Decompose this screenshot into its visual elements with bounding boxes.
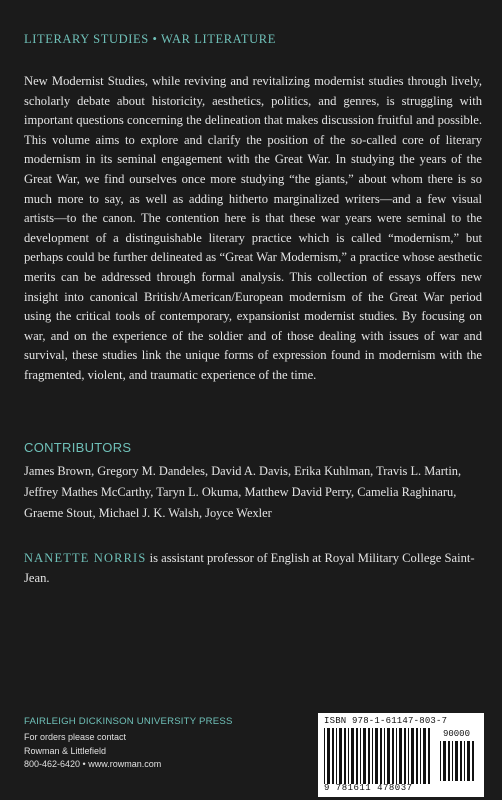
- barcode-bar: [375, 728, 378, 784]
- barcode-bar: [411, 728, 414, 784]
- barcode-bar: [472, 741, 474, 781]
- barcode-bars: [324, 728, 432, 784]
- barcode-bar: [327, 728, 330, 784]
- barcode-bar: [339, 728, 342, 784]
- barcode-bar: [363, 728, 366, 784]
- barcode-bar: [348, 728, 349, 784]
- barcode-bar: [396, 728, 397, 784]
- barcode-bar: [467, 741, 470, 781]
- order-info: [24, 731, 161, 772]
- barcode-bar: [368, 728, 370, 784]
- barcode-bar: [392, 728, 394, 784]
- order-distributor-line: Rowman & Littlefield: [24, 745, 107, 756]
- barcode-bar: [384, 728, 385, 784]
- barcode-bar: [351, 728, 354, 784]
- barcode-bar: [416, 728, 418, 784]
- barcode-bar: [452, 741, 453, 781]
- barcode-bar: [324, 728, 325, 784]
- barcode-bar: [460, 741, 462, 781]
- publisher-name: FAIRLEIGH DICKINSON UNIVERSITY PRESS: [24, 716, 233, 727]
- price-code: 90000: [442, 729, 470, 739]
- barcode-bar: [380, 728, 382, 784]
- barcode-bar: [336, 728, 337, 784]
- barcode-bar: [420, 728, 421, 784]
- contributors-list: James Brown, Gregory M. Dandeles, David A. Davis, Erika Kuhlman, Travis L. Martin, Jeffrey Mathes McCarthy, Taryn L. Okuma, Matthew David Perry, Camelia Raghinaru, Graeme Stout, Michael J. K. Walsh, Joyce Wexler: [24, 464, 462, 520]
- barcode-digits: 9 781611 478037: [324, 783, 413, 793]
- barcode-bar: [372, 728, 373, 784]
- barcode-bar: [344, 728, 346, 784]
- author-name: NANETTE NORRIS: [24, 551, 147, 565]
- barcode-bar: [356, 728, 358, 784]
- barcode-bar: [455, 741, 458, 781]
- barcode-bar: [360, 728, 361, 784]
- addon-barcode-bars: [440, 741, 476, 781]
- category-label: LITERARY STUDIES • WAR LITERATURE: [24, 32, 276, 46]
- barcode-bar: [464, 741, 465, 781]
- contributors-heading: CONTRIBUTORS: [24, 440, 132, 455]
- book-description: New Modernist Studies, while reviving and revitalizing modernist studies through lively, scholarly debate about historicity, aesthetics, politics, and genres, is struggling with important questions concerning the delineation that makes discussion fruitful and possible. This volume aims to explore and clarify the position of the so-called core of literary modernism in its seminal engagement with the Great War. In studying the years of the Great War, we find ourselves once more studying “the giants,” about whom there is so much more to say, as well as adding hitherto marginalized writers—and a few visual artists—to the canon. The contention here is that these war years were seminal to the development of a distinguishable literary practice which is called “modernism,” but perhaps could be further delineated as “Great War Modernism,” a practice whose aesthetic merits can be addressed through formal analysis. This collection of essays offers new insight into canonical British/American/European modernism of the Great War period using the critical tools of contemporary, expansionist modernist studies. By focusing on war, and on the experience of the soldier and of those dealing with issues of war and survival, these studies link the unique forms of expression found in modernism with the fragmented, violent, and traumatic experience of the time.: [24, 74, 482, 382]
- barcode-bar: [428, 728, 430, 784]
- isbn-text: ISBN 978-1-61147-803-7: [324, 716, 448, 726]
- barcode-bar: [423, 728, 426, 784]
- barcode-bar: [440, 741, 441, 781]
- barcode-bar: [387, 728, 390, 784]
- barcode-bar: [448, 741, 450, 781]
- barcode-bar: [404, 728, 406, 784]
- barcode-box: [318, 713, 484, 797]
- barcode-bar: [399, 728, 402, 784]
- order-contact-line: For orders please contact: [24, 732, 127, 742]
- order-phone-web-line: 800-462-6420 • www.rowman.com: [24, 759, 162, 769]
- barcode-bar: [443, 741, 446, 781]
- author-bio: [24, 548, 482, 588]
- barcode-bar: [408, 728, 409, 784]
- barcode-bar: [332, 728, 334, 784]
- author-bio-text: is assistant professor of English at Royal Military College Saint-Jean.: [24, 551, 475, 585]
